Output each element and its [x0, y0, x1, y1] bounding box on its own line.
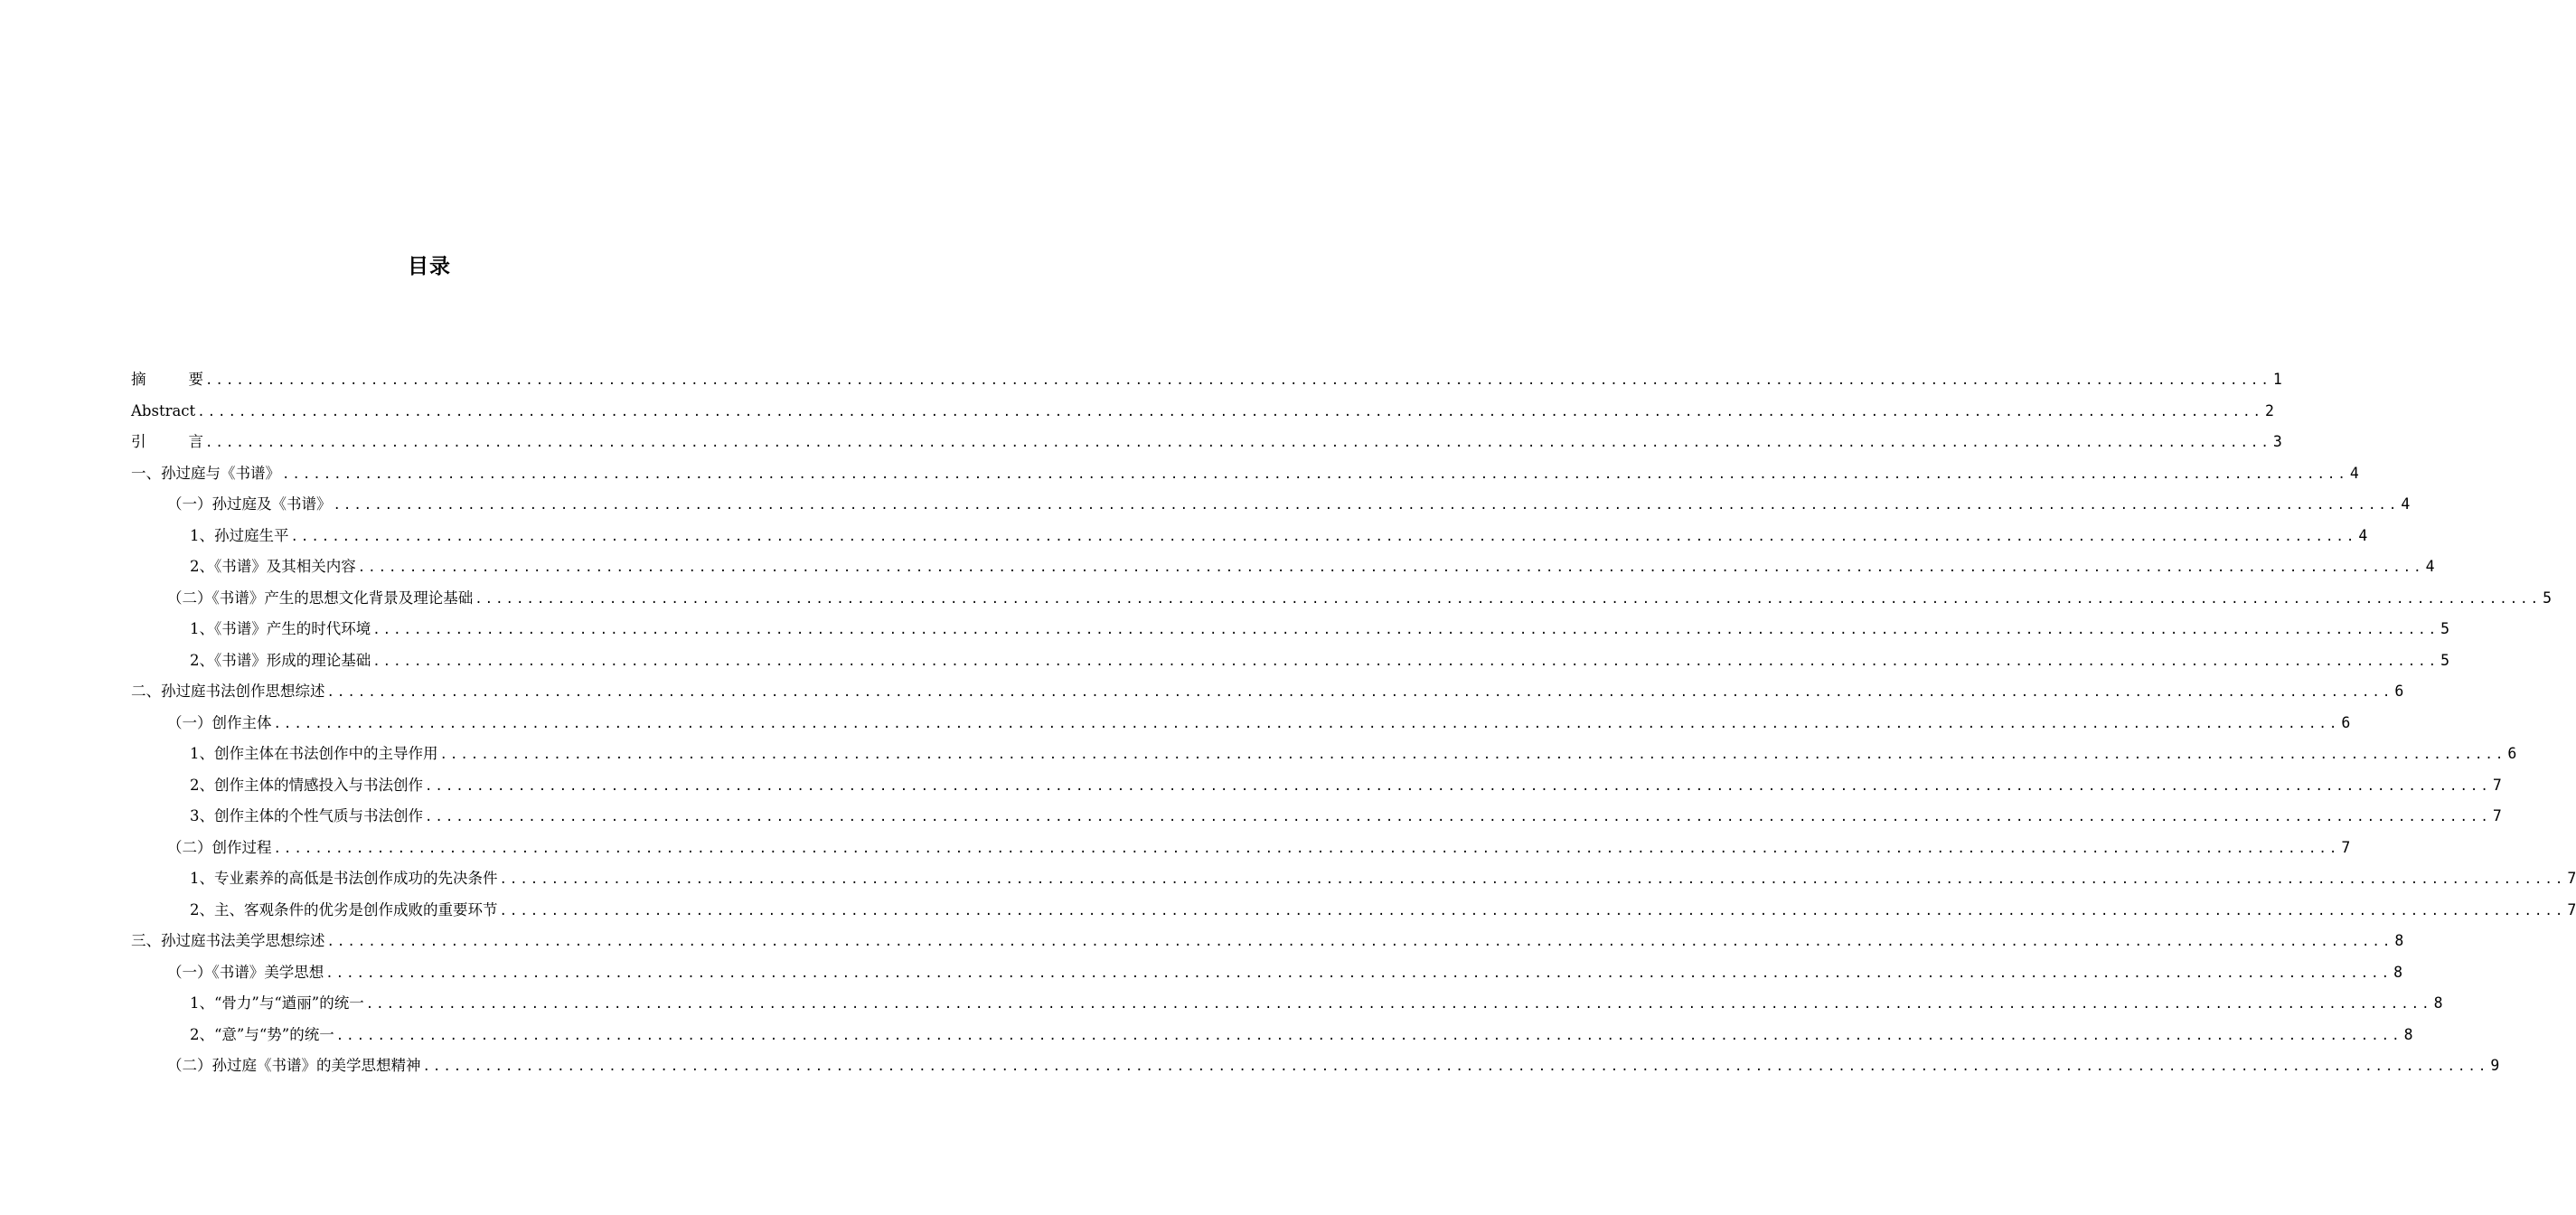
toc-dot-leader: ........................................................................................................................................................................................................: [499, 903, 2566, 918]
toc-entry[interactable]: [131, 678, 2404, 710]
toc-dot-leader: ........................................................................................................................................................................................................: [205, 373, 2271, 388]
toc-entry-label: 引 言: [131, 433, 203, 450]
toc-entry-page-number: 4: [2358, 526, 2368, 544]
toc-entry-label: 一、孙过庭与《书谱》: [131, 464, 280, 482]
page-title: 目录: [408, 255, 451, 278]
toc-entry[interactable]: [131, 553, 2435, 585]
toc-entry-page-number: 9: [2490, 1057, 2500, 1074]
toc-entry[interactable]: [131, 647, 2449, 679]
toc-entry[interactable]: [131, 1022, 2413, 1053]
toc-entry[interactable]: [131, 865, 2576, 897]
toc-entry-label: （二）创作过程: [167, 838, 272, 856]
toc-entry-label: 三、孙过庭书法美学思想综述: [131, 932, 325, 949]
toc-dot-leader: ........................................................................................................................................................................................................: [273, 716, 2340, 731]
toc-dot-leader: ........................................................................................................................................................................................................: [326, 685, 2393, 700]
toc-entry-label: 摘 要: [131, 371, 203, 388]
toc-entry-page-number: 5: [2543, 589, 2552, 607]
toc-entry-label: （一）《书谱》美学思想: [167, 963, 324, 981]
toc-dot-leader: ........................................................................................................................................................................................................: [273, 841, 2340, 856]
toc-entry-label: 二、孙过庭书法创作思想综述: [131, 683, 325, 700]
toc-entry[interactable]: [131, 616, 2449, 647]
toc-entry-label: 2、创作主体的情感投入与书法创作: [190, 776, 423, 794]
toc-entry[interactable]: [131, 523, 2368, 554]
toc-entry[interactable]: [131, 366, 2282, 398]
toc-entry-label: 1、“骨力”与“遒丽”的统一: [190, 994, 364, 1012]
toc-entry[interactable]: [131, 803, 2502, 834]
toc-entry-page-number: 6: [2341, 713, 2351, 731]
toc-entry[interactable]: [131, 585, 2552, 617]
toc-entry-page-number: 3: [2272, 433, 2282, 450]
toc-dot-leader: ........................................................................................................................................................................................................: [499, 872, 2566, 887]
toc-entry-label: 1、孙过庭生平: [190, 526, 289, 544]
toc-entry[interactable]: [131, 710, 2351, 741]
toc-entry-page-number: 5: [2440, 651, 2449, 669]
toc-entry-page-number: 7: [2492, 807, 2502, 824]
toc-entry-label: （一）孙过庭及《书谱》: [167, 495, 332, 513]
toc-dot-leader: ........................................................................................................................................................................................................: [425, 778, 2491, 794]
toc-dot-leader: ........................................................................................................................................................................................................: [290, 529, 2357, 544]
toc-entry-page-number: 6: [2507, 745, 2517, 762]
toc-entry-page-number: 7: [2492, 776, 2502, 794]
toc-entry[interactable]: [131, 834, 2351, 866]
toc-entry-page-number: 2: [2265, 401, 2274, 419]
toc-entry[interactable]: [131, 429, 2282, 460]
toc-entry[interactable]: [131, 897, 2576, 928]
toc-dot-leader: ........................................................................................................................................................................................................: [422, 1060, 2489, 1074]
toc-dot-leader: ........................................................................................................................................................................................................: [335, 1028, 2402, 1043]
toc-entry[interactable]: [131, 398, 2274, 429]
toc-entry-label: （一）创作主体: [167, 713, 272, 731]
toc-entry-label: Abstract: [131, 401, 196, 419]
toc-entry[interactable]: [131, 1052, 2500, 1084]
toc-dot-leader: ........................................................................................................................................................................................................: [197, 404, 2263, 419]
toc-entry-label: （二）孙过庭《书谱》的美学思想精神: [167, 1057, 421, 1074]
toc-dot-leader: ........................................................................................................................................................................................................: [325, 965, 2392, 981]
toc-dot-leader: ........................................................................................................................................................................................................: [425, 810, 2491, 824]
toc-entry-label: 2、《书谱》及其相关内容: [190, 558, 356, 575]
toc-dot-leader: ........................................................................................................................................................................................................: [372, 623, 2439, 637]
toc-entry-page-number: 7: [2567, 900, 2576, 918]
toc-entry-label: 1、《书谱》产生的时代环境: [190, 620, 371, 637]
toc-dot-leader: ........................................................................................................................................................................................................: [326, 935, 2393, 949]
toc-entry-page-number: 5: [2440, 620, 2449, 637]
toc-dot-leader: ........................................................................................................................................................................................................: [372, 654, 2439, 669]
toc-entry[interactable]: [131, 460, 2359, 492]
toc-entry-page-number: 8: [2394, 932, 2404, 949]
toc-entry-page-number: 7: [2341, 838, 2351, 856]
toc-entry-page-number: 8: [2403, 1025, 2413, 1043]
toc-entry-label: 3、创作主体的个性气质与书法创作: [190, 807, 423, 824]
toc-dot-leader: ........................................................................................................................................................................................................: [205, 436, 2271, 450]
toc-dot-leader: ........................................................................................................................................................................................................: [282, 466, 2348, 482]
toc-entry[interactable]: [131, 740, 2517, 772]
toc-dot-leader: ........................................................................................................................................................................................................: [357, 560, 2424, 575]
toc-entry-page-number: 4: [2349, 464, 2359, 482]
toc-entry-label: 2、“意”与“势”的统一: [190, 1025, 334, 1043]
toc-entry[interactable]: [131, 772, 2502, 804]
toc-entry[interactable]: [131, 928, 2404, 959]
toc-entry[interactable]: [131, 959, 2402, 991]
toc-entry-page-number: 6: [2394, 683, 2404, 700]
toc-entry-label: 2、主、客观条件的优劣是创作成败的重要环节: [190, 900, 498, 918]
toc-dot-leader: ........................................................................................................................................................................................................: [365, 997, 2432, 1012]
toc-entry-label: 1、创作主体在书法创作中的主导作用: [190, 745, 438, 762]
toc-entry-page-number: 1: [2272, 371, 2282, 388]
toc-dot-leader: ........................................................................................................................................................................................................: [475, 591, 2541, 607]
toc-entry[interactable]: [131, 491, 2411, 523]
toc-entry-label: 2、《书谱》形成的理论基础: [190, 651, 371, 669]
toc-entry-page-number: 8: [2433, 994, 2443, 1012]
toc-entry[interactable]: [131, 990, 2443, 1022]
toc-entry-label: （二）《书谱》产生的思想文化背景及理论基础: [167, 589, 474, 607]
toc-entry-page-number: 7: [2567, 870, 2576, 887]
toc-entry-label: 1、专业素养的高低是书法创作成功的先决条件: [190, 870, 498, 887]
toc-entry-page-number: 4: [2425, 558, 2435, 575]
toc-dot-leader: ........................................................................................................................................................................................................: [439, 748, 2506, 762]
toc-dot-leader: ........................................................................................................................................................................................................: [333, 498, 2400, 513]
table-of-contents: [131, 366, 2576, 1084]
toc-entry-page-number: 4: [2401, 495, 2411, 513]
toc-entry-page-number: 8: [2393, 963, 2402, 981]
